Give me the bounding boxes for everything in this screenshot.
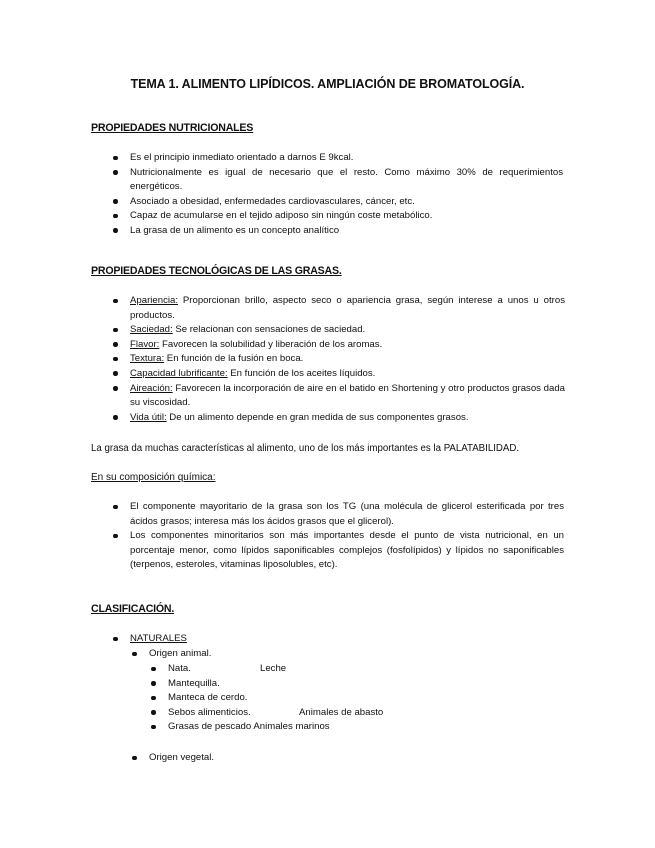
list-item: Capaz de acumularse en el tejido adiposo sin ningún coste metabólico. — [130, 209, 563, 224]
list-item: La grasa de un alimento es un concepto analítico — [130, 224, 563, 239]
list-item: Los componentes minoritarios son más importantes desde el punto de vista nutricional, en un porcentaje menor, como lípidos saponificables complejos (fosfolípidos) y lípidos no saponificables (terpenos, esteroles, vitaminas liposolubles, etc). — [130, 529, 564, 573]
palatabilidad-paragraph: La grasa da muchas características al alimento, uno de los más importantes es la PALATABILIDAD. — [91, 443, 520, 454]
bullet-icon — [113, 214, 118, 219]
list-item: Asociado a obesidad, enfermedades cardiovasculares, cáncer, etc. — [130, 195, 563, 210]
bullet-icon — [113, 637, 118, 642]
list-item: Grasas de pescado Animales marinos — [168, 720, 468, 735]
section-heading-tecnologicas: PROPIEDADES TECNOLÓGICAS DE LAS GRASAS. — [91, 265, 342, 277]
list-item: Apariencia: Proporcionan brillo, aspecto seco o apariencia grasa, según interese a unos u otros productos. — [130, 294, 565, 323]
bullet-icon — [113, 534, 118, 539]
list-item: Mantequilla. — [168, 677, 468, 692]
bullet-icon — [113, 156, 118, 161]
naturales-label: NATURALES — [130, 633, 187, 644]
bullet-icon — [113, 170, 118, 175]
list-item: Origen vegetal. — [149, 751, 449, 766]
clasificacion-list — [130, 632, 430, 647]
list-item: Vida útil: De un alimento depende en gran medida de sus componentes grasos. — [130, 411, 565, 426]
list-item: El componente mayoritario de la grasa son los TG (una molécula de glicerol esterificada por tres ácidos grasos; interesa más los ácidos grasos que el glicerol). — [130, 500, 564, 529]
bullet-icon — [113, 328, 118, 333]
bullet-icon — [151, 710, 156, 715]
bullet-icon — [113, 505, 118, 510]
composicion-subheading: En su composición química: — [91, 472, 216, 483]
list-item: Textura: En función de la fusión en boca. — [130, 352, 565, 367]
bullet-icon — [113, 386, 118, 391]
list-item — [130, 632, 430, 647]
document-title: TEMA 1. ALIMENTO LIPÍDICOS. AMPLIACIÓN DE BROMATOLOGÍA. — [130, 77, 525, 91]
tecnologicas-list — [130, 294, 565, 425]
bullet-icon — [113, 371, 118, 376]
bullet-icon — [132, 652, 137, 657]
list-item: Saciedad: Se relacionan con sensaciones de saciedad. — [130, 323, 565, 338]
list-item: Manteca de cerdo. — [168, 691, 468, 706]
section-heading-nutricionales: PROPIEDADES NUTRICIONALES — [91, 122, 254, 134]
bullet-icon — [113, 228, 118, 233]
bullet-icon — [113, 342, 118, 347]
bullet-icon — [113, 299, 118, 304]
bullet-icon — [113, 415, 118, 420]
bullet-icon — [151, 725, 156, 730]
list-item: Es el principio inmediato orientado a darnos E 9kcal. — [130, 151, 563, 166]
origen-animal-list — [149, 647, 449, 662]
bullet-icon — [113, 199, 118, 204]
origen-vegetal-list — [149, 751, 449, 766]
nutricionales-list — [130, 151, 563, 239]
list-item: Capacidad lubrificante: En función de los aceites líquidos. — [130, 367, 565, 382]
animal-items-list — [168, 662, 468, 735]
list-item: Flavor: Favorecen la solubilidad y liberación de los aromas. — [130, 338, 565, 353]
bullet-icon — [113, 357, 118, 362]
list-item: Origen animal. — [149, 647, 449, 662]
list-item: Nutricionalmente es igual de necesario que el resto. Como máximo 30% de requerimientos energéticos. — [130, 166, 563, 195]
bullet-icon — [151, 667, 156, 672]
section-heading-clasificacion: CLASIFICACIÓN. — [91, 603, 175, 615]
composicion-list — [130, 500, 564, 573]
bullet-icon — [151, 681, 156, 686]
list-item: Sebos alimenticios. Animales de abasto — [168, 706, 468, 721]
bullet-icon — [132, 756, 137, 761]
bullet-icon — [151, 696, 156, 701]
list-item: Nata. Leche — [168, 662, 468, 677]
list-item: Aireación: Favorecen la incorporación de aire en el batido en Shortening y otro productos grasos dada su viscosidad. — [130, 382, 565, 411]
